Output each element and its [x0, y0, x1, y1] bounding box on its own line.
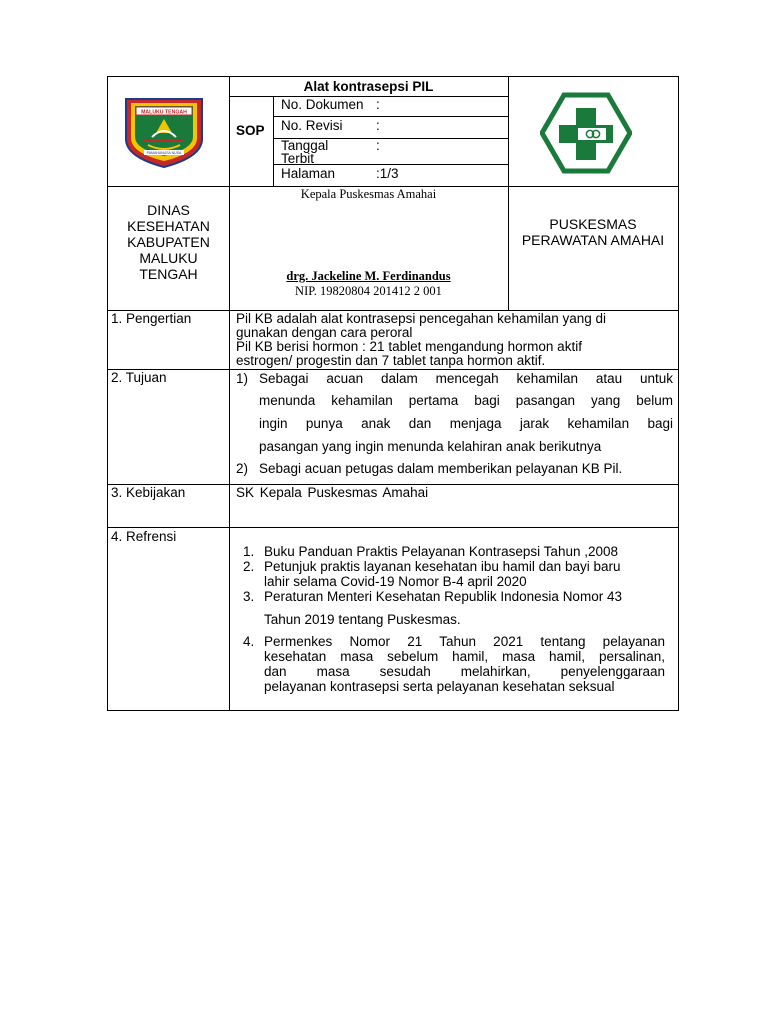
section-label-tujuan: 2. Tujuan [111, 370, 167, 385]
tujuan-line: Sebagi acuan petugas dalam memberikan pelayanan KB Pil. [259, 461, 623, 476]
referensi-line: Permenkes Nomor 21 Tahun 2021 tentang pelayanan [264, 634, 665, 649]
document-title: Alat kontrasepsi PIL [303, 79, 434, 94]
agency-line: KABUPATEN [127, 234, 210, 250]
facility-line: PUSKESMAS [549, 216, 637, 232]
referensi-line: Tahun 2019 tentang Puskesmas. [264, 612, 461, 627]
agency-line: TENGAH [139, 266, 198, 282]
referensi-line: Peraturan Menteri Kesehatan Republik Indonesia Nomor 43 [264, 589, 622, 604]
section-label-kebijakan: 3. Kebijakan [111, 485, 186, 500]
referensi-line: Petunjuk praktis layanan kesehatan ibu hamil dan bayi baru [264, 559, 621, 574]
signature-nip: NIP. 19820804 201412 2 001 [295, 284, 442, 298]
field-no-dokumen-value: : [376, 97, 380, 112]
referensi-item-number: 1. [243, 544, 255, 559]
pengertian-line: estrogen/ progestin dan 7 tablet tanpa hormon aktif. [236, 353, 546, 368]
field-tanggal-label: Tanggal [281, 138, 329, 153]
pengertian-line: gunakan dengan cara peroral [236, 325, 413, 340]
facility-line: PERAWATAN AMAHAI [521, 232, 665, 248]
agency-line: KESEHATAN [127, 218, 210, 234]
field-no-dokumen-label: No. Dokumen [281, 97, 364, 112]
agency-line: DINAS [147, 202, 190, 218]
pengertian-line: Pil KB adalah alat kontrasepsi pencegahan kehamilan yang di [236, 311, 606, 326]
kebijakan-text: SK Kepala Puskesmas Amahai [236, 485, 429, 500]
svg-text:PAMAHANUSA NUSA: PAMAHANUSA NUSA [146, 151, 182, 155]
referensi-item-number: 2. [243, 559, 255, 574]
referensi-line: kesehatan masa sebelum hamil, masa hamil, persalinan, [264, 649, 665, 664]
field-no-revisi-value: : [376, 118, 380, 133]
pengertian-line: Pil KB berisi hormon : 21 tablet mengandung hormon aktif [236, 339, 582, 354]
tujuan-line: Sebagai acuan dalam mencegah kehamilan atau untuk [259, 371, 673, 386]
signature-name: drg. Jackeline M. Ferdinandus [286, 269, 451, 283]
referensi-line: dan masa sesudah melahirkan, penyelenggaraan [264, 664, 665, 679]
field-halaman-label: Halaman [281, 166, 336, 181]
referensi-item-number: 3. [243, 589, 255, 604]
field-halaman-value: :1/3 [376, 166, 399, 181]
agency-line: MALUKU [139, 250, 198, 266]
field-tanggal-value: : [376, 138, 380, 153]
referensi-item-number: 4. [243, 634, 255, 649]
tujuan-line: pasangan yang ingin menunda kelahiran anak berikutnya [259, 439, 602, 454]
section-label-pengertian: 1. Pengertian [111, 311, 192, 326]
section-label-referensi: 4. Refrensi [111, 529, 177, 544]
maluku-tengah-crest-logo [122, 95, 206, 169]
facility-name [508, 216, 678, 248]
sop-label: SOP [236, 123, 265, 138]
referensi-line: pelayanan kontrasepsi serta pelayanan kesehatan seksual [264, 679, 615, 694]
tujuan-item-number: 2) [236, 461, 249, 476]
field-no-revisi-label: No. Revisi [281, 118, 343, 133]
tujuan-line: menunda kehamilan pertama bagi pasangan yang belum [259, 393, 673, 408]
signature-title: Kepala Puskesmas Amahai [300, 187, 437, 201]
field-terbit-label: Terbit [281, 151, 315, 166]
puskesmas-logo [540, 92, 632, 174]
svg-text:MALUKU TENGAH: MALUKU TENGAH [141, 109, 187, 116]
tujuan-line: ingin punya anak dan menjaga jarak kehamilan bagi [259, 416, 673, 431]
tujuan-item-number: 1) [236, 371, 249, 386]
referensi-line: lahir selama Covid-19 Nomor B-4 april 2020 [264, 574, 527, 589]
agency-name [108, 202, 229, 282]
referensi-line: Buku Panduan Praktis Pelayanan Kontrasepsi Tahun ,2008 [264, 544, 618, 559]
